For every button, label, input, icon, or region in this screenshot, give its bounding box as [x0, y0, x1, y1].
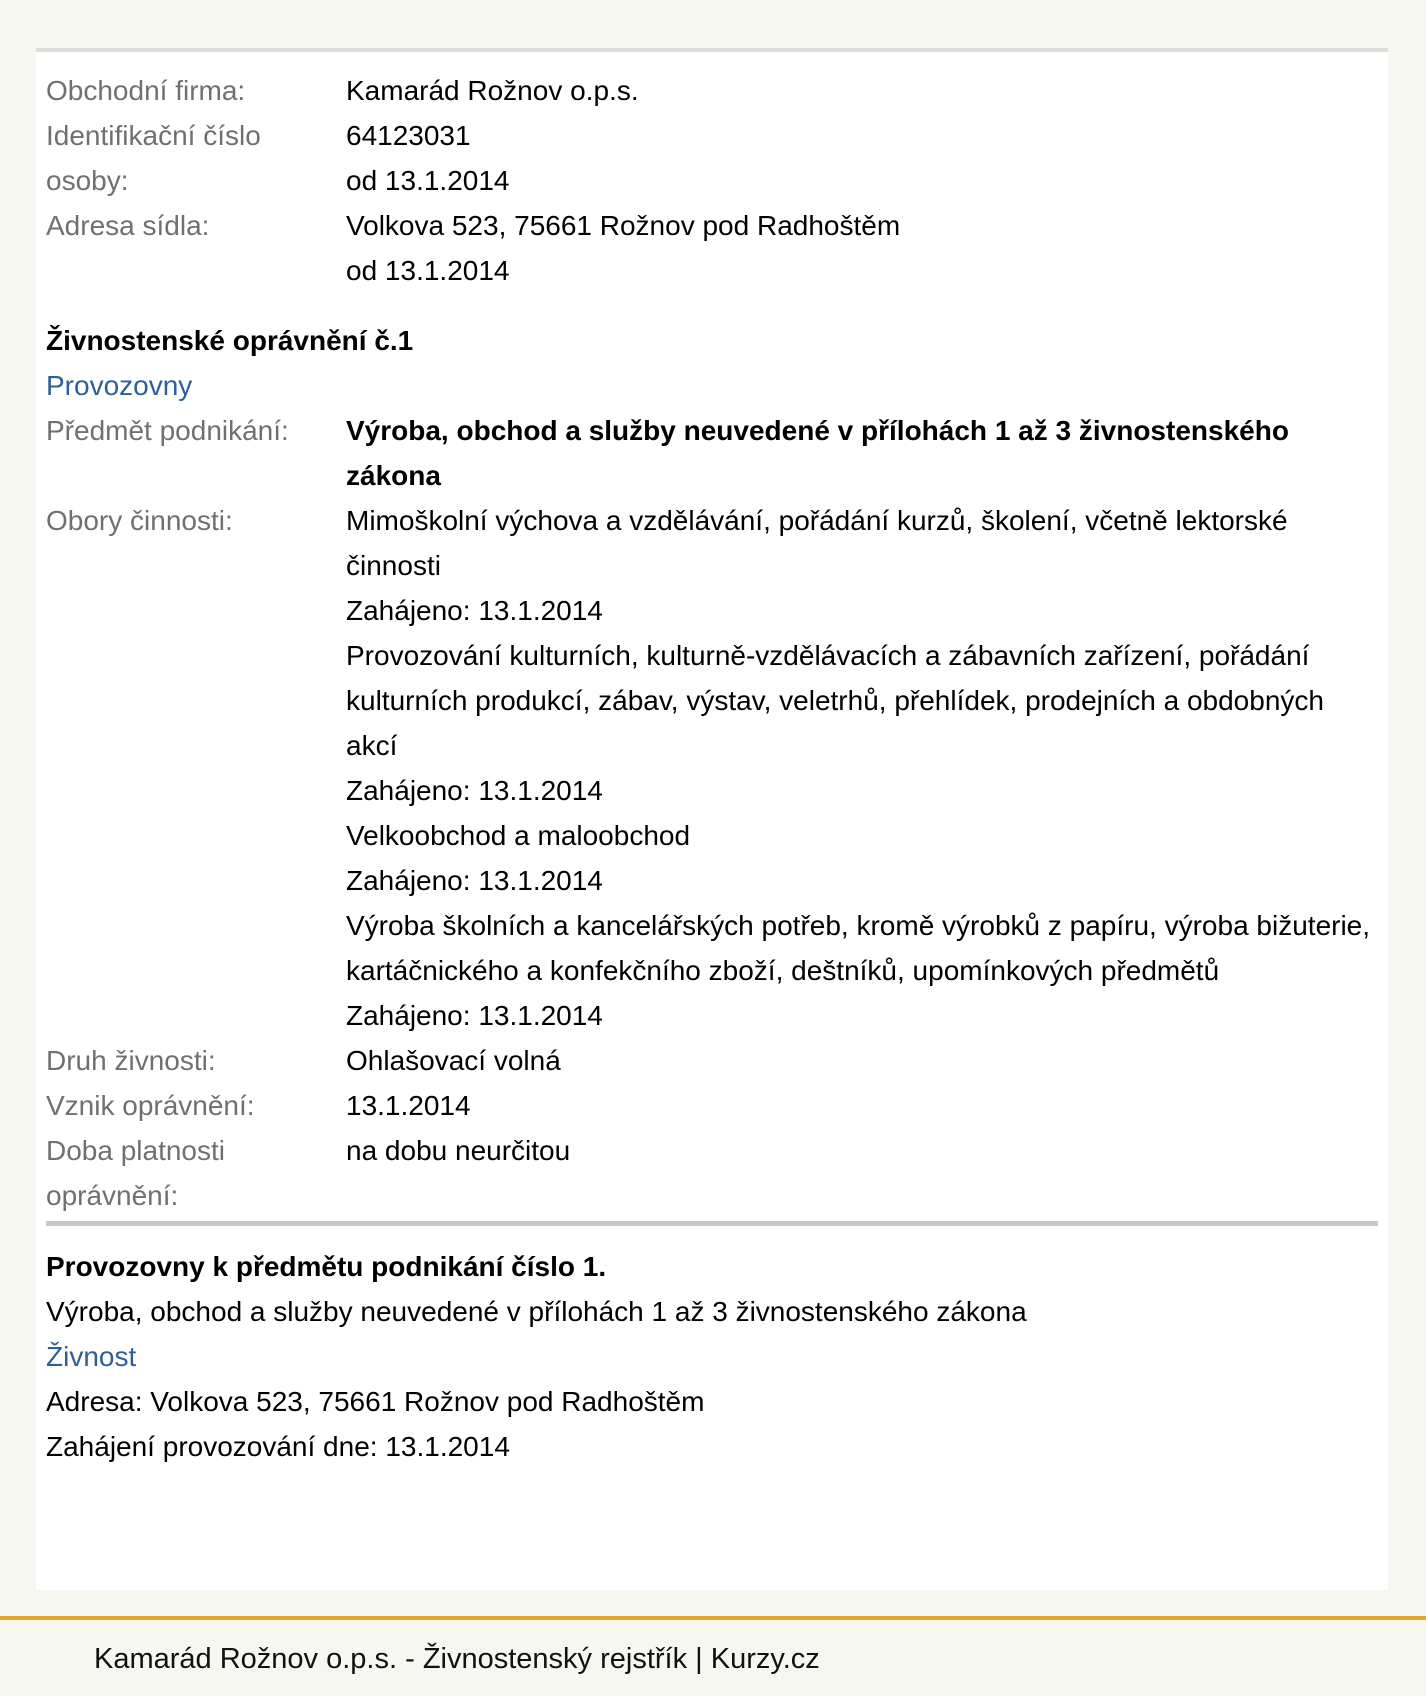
validity-value: na dobu neurčitou [346, 1135, 571, 1166]
field-item [346, 633, 1378, 813]
field-item [346, 498, 1378, 633]
validity-row [46, 1128, 1378, 1218]
field-name: Výroba školních a kancelářských potřeb, kromě výrobků z papíru, výroba bižuterie, kartáčnického a konfekčního zboží, deštníků, upomínkových předmětů [346, 910, 1371, 986]
establishments-address: Adresa: Volkova 523, 75661 Rožnov pod Radhoštěm [46, 1386, 705, 1417]
company-address-value: Volkova 523, 75661 Rožnov pod Radhoštěm [346, 210, 901, 241]
company-name-value: Kamarád Rožnov o.p.s. [346, 75, 639, 106]
origin-label: Vznik oprávnění: [46, 1090, 255, 1121]
field-started: Zahájeno: 13.1.2014 [346, 775, 603, 806]
detail-content [46, 68, 1378, 1469]
company-id-value: 64123031 [346, 120, 471, 151]
validity-label [46, 1128, 346, 1218]
fields-row [46, 498, 1378, 1038]
company-id-label [46, 113, 346, 203]
subject-value: Výroba, obchod a služby neuvedené v přílohách 1 až 3 živnostenského zákona [346, 415, 1289, 491]
validity-label-line1: Doba platnosti [46, 1135, 226, 1166]
company-address-label: Adresa sídla: [46, 210, 210, 241]
subject-label: Předmět podnikání: [46, 415, 289, 446]
trade-type-label: Druh živnosti: [46, 1045, 216, 1076]
fields-list [346, 498, 1378, 1038]
field-name: Mimoškolní výchova a vzdělávání, pořádání kurzů, školení, včetně lektorské činnosti [346, 505, 1288, 581]
field-item [346, 813, 1378, 903]
company-address-since: od 13.1.2014 [346, 255, 510, 286]
section-divider [46, 1221, 1378, 1226]
field-started: Zahájeno: 13.1.2014 [346, 1000, 603, 1031]
origin-row [46, 1083, 1378, 1128]
company-id-label-line1: Identifikační číslo [46, 120, 261, 151]
detail-card [36, 48, 1388, 1590]
company-name-label: Obchodní firma: [46, 75, 246, 106]
company-address-value-block [346, 203, 1378, 293]
establishments-link[interactable]: Provozovny [46, 370, 193, 401]
company-id-value-block [346, 113, 1378, 203]
trade-type-value: Ohlašovací volná [346, 1045, 561, 1076]
field-started: Zahájeno: 13.1.2014 [346, 595, 603, 626]
field-item [346, 903, 1378, 1038]
origin-value: 13.1.2014 [346, 1090, 471, 1121]
field-started: Zahájeno: 13.1.2014 [346, 865, 603, 896]
establishments-title: Provozovny k předmětu podnikání číslo 1. [46, 1251, 607, 1282]
field-name: Velkoobchod a maloobchod [346, 820, 691, 851]
establishments-subject: Výroba, obchod a služby neuvedené v přílohách 1 až 3 živnostenského zákona [46, 1296, 1027, 1327]
trade-type-row [46, 1038, 1378, 1083]
field-name: Provozování kulturních, kulturně-vzdělávacích a zábavních zařízení, pořádání kulturních produkcí, zábav, výstav, veletrhů, přehlídek, prodejních a obdobných akcí [346, 640, 1324, 761]
license-title: Živnostenské oprávnění č.1 [46, 325, 414, 356]
page-footer [0, 1616, 1426, 1696]
company-id-since: od 13.1.2014 [346, 165, 510, 196]
fields-label: Obory činnosti: [46, 505, 233, 536]
trade-link[interactable]: Živnost [46, 1341, 137, 1372]
validity-label-line2: oprávnění: [46, 1180, 179, 1211]
establishments-start: Zahájení provozování dne: 13.1.2014 [46, 1431, 510, 1462]
company-id-row [46, 113, 1378, 203]
footer-text: Kamarád Rožnov o.p.s. - Živnostenský rejstřík | Kurzy.cz [94, 1643, 820, 1675]
subject-row [46, 408, 1378, 498]
company-address-row [46, 203, 1378, 293]
company-id-label-line2: osoby: [46, 165, 129, 196]
company-name-row [46, 68, 1378, 113]
